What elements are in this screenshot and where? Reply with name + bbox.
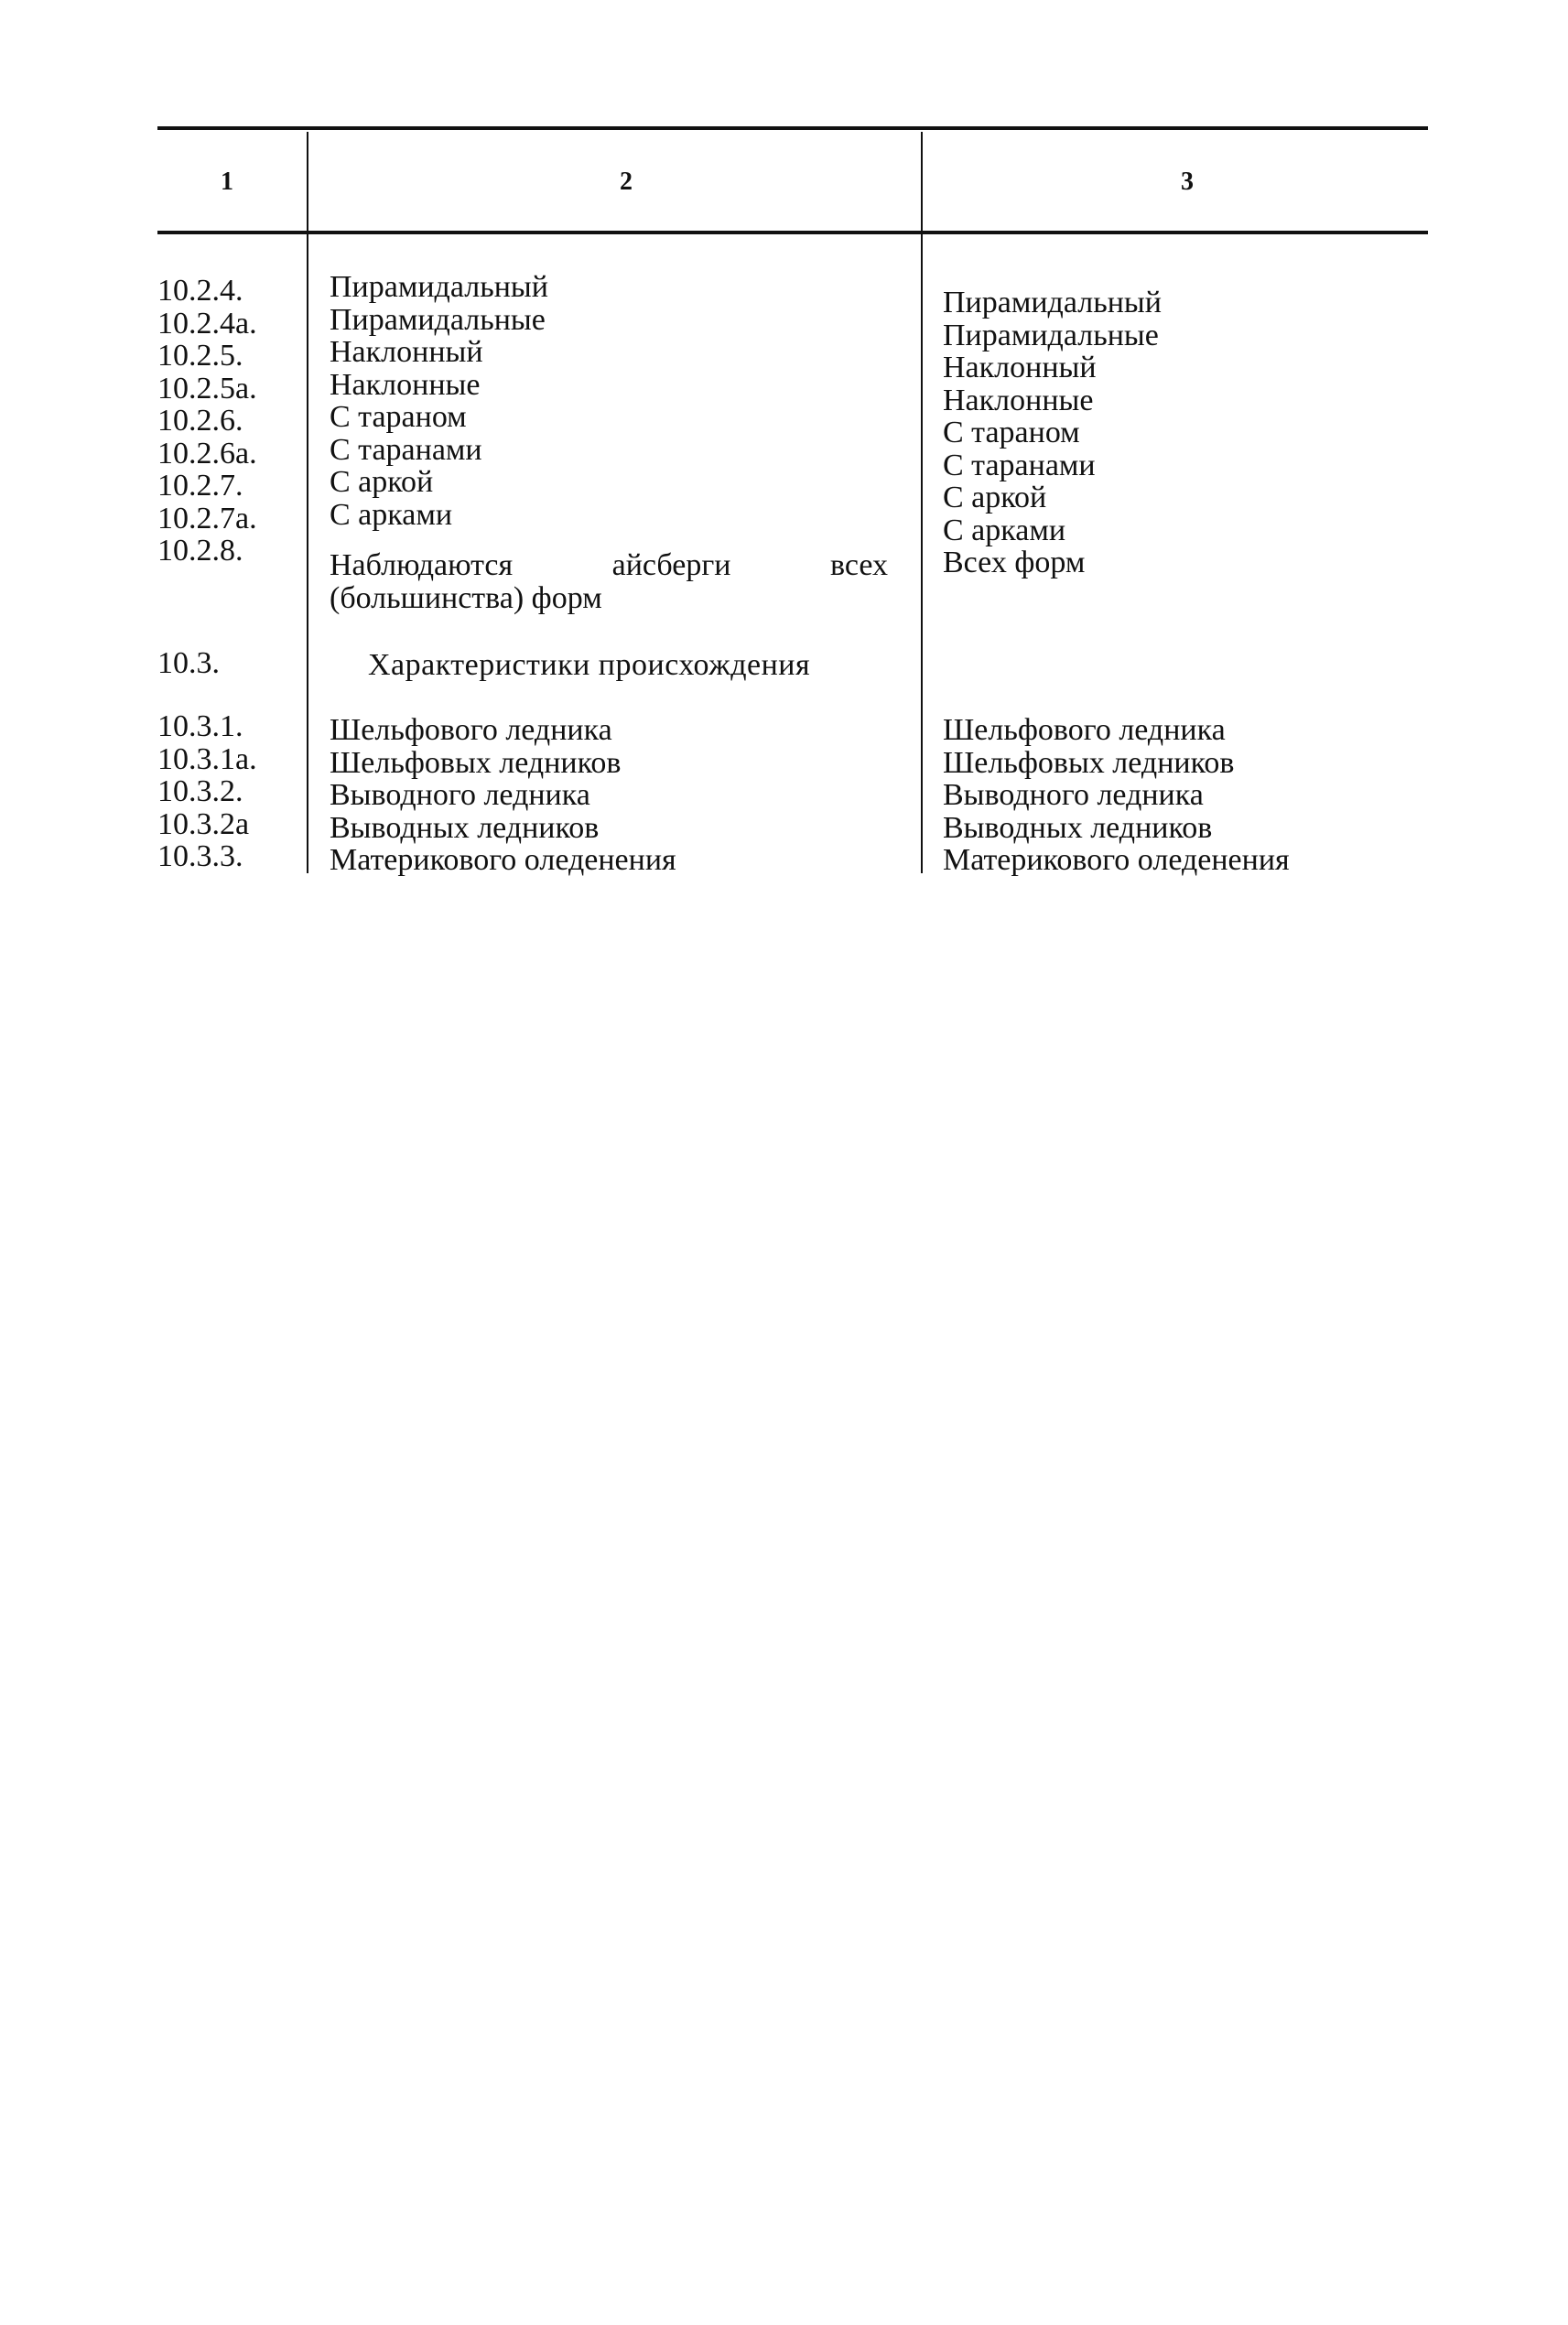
equivalent-column-block-1 xyxy=(943,287,1162,579)
section-title: Характеристики происхождения xyxy=(368,648,811,682)
column-divider-1 xyxy=(307,132,308,873)
term-cell: С арками xyxy=(330,497,453,532)
equivalent-cell: Выводных ледников xyxy=(943,810,1213,845)
equivalent-cell: Наклонный xyxy=(943,351,1097,384)
term-cell: С тараном xyxy=(330,400,467,434)
code-cell: 10.2.8. xyxy=(157,534,243,568)
equivalent-cell: Наклонные xyxy=(943,383,1094,417)
equivalent-cell: Шельфового ледника xyxy=(943,713,1226,747)
code-cell: 10.3.1а. xyxy=(157,741,257,776)
term-cell: Пирамидальные xyxy=(330,302,546,337)
term-cell: Материкового оледенения xyxy=(330,843,676,877)
term-cell-wrapped: Наблюдаются айсберги всех (большинства) форм xyxy=(330,548,888,615)
code-cell: 10.3.1. xyxy=(157,709,243,743)
section-code: 10.3. xyxy=(157,646,220,680)
table-header-rule xyxy=(157,231,1428,234)
table-top-rule xyxy=(157,126,1428,130)
column-header-1: 1 xyxy=(221,168,233,196)
equivalent-cell: Выводного ледника xyxy=(943,778,1204,812)
code-column-block-2 xyxy=(157,710,257,873)
term-cell: С таранами xyxy=(330,432,482,467)
column-header-2: 2 xyxy=(620,168,633,196)
equivalent-cell: Пирамидальный xyxy=(943,286,1162,319)
code-column-block-1 xyxy=(157,275,257,568)
term-column-block-2 xyxy=(330,714,676,877)
column-header-3: 3 xyxy=(1181,168,1194,196)
code-cell: 10.3.3. xyxy=(157,839,243,873)
code-cell: 10.2.7а. xyxy=(157,501,257,535)
term-cell: С аркой xyxy=(330,465,434,499)
code-cell: 10.2.5. xyxy=(157,339,243,373)
term-cell: Наклонные xyxy=(330,367,481,402)
equivalent-cell: С тараном xyxy=(943,416,1080,449)
column-divider-2 xyxy=(921,132,923,873)
code-cell: 10.3.2. xyxy=(157,774,243,808)
equivalent-cell: С арками xyxy=(943,513,1066,547)
equivalent-cell: Пирамидальные xyxy=(943,318,1159,352)
code-cell: 10.2.7. xyxy=(157,469,243,503)
term-cell: Наклонный xyxy=(330,335,483,369)
code-cell: 10.2.6а. xyxy=(157,436,257,470)
term-column-block-1 xyxy=(330,271,548,531)
equivalent-cell: Всех форм xyxy=(943,546,1086,579)
equivalent-column-block-2 xyxy=(943,714,1290,877)
code-cell: 10.2.5а. xyxy=(157,371,257,406)
equivalent-cell: Материкового оледенения xyxy=(943,843,1290,877)
code-cell: 10.2.6. xyxy=(157,404,243,438)
code-cell: 10.3.2а xyxy=(157,806,250,841)
equivalent-cell: Шельфовых ледников xyxy=(943,745,1235,780)
equivalent-cell: С аркой xyxy=(943,481,1047,514)
equivalent-cell: С таранами xyxy=(943,448,1096,482)
term-cell: Выводных ледников xyxy=(330,810,600,845)
term-cell: Пирамидальный xyxy=(330,270,548,304)
code-cell: 10.2.4. xyxy=(157,274,243,308)
term-cell: Шельфового ледника xyxy=(330,713,612,747)
code-cell: 10.2.4а. xyxy=(157,306,257,341)
term-cell: Выводного ледника xyxy=(330,778,590,812)
term-cell: Шельфовых ледников xyxy=(330,745,622,780)
